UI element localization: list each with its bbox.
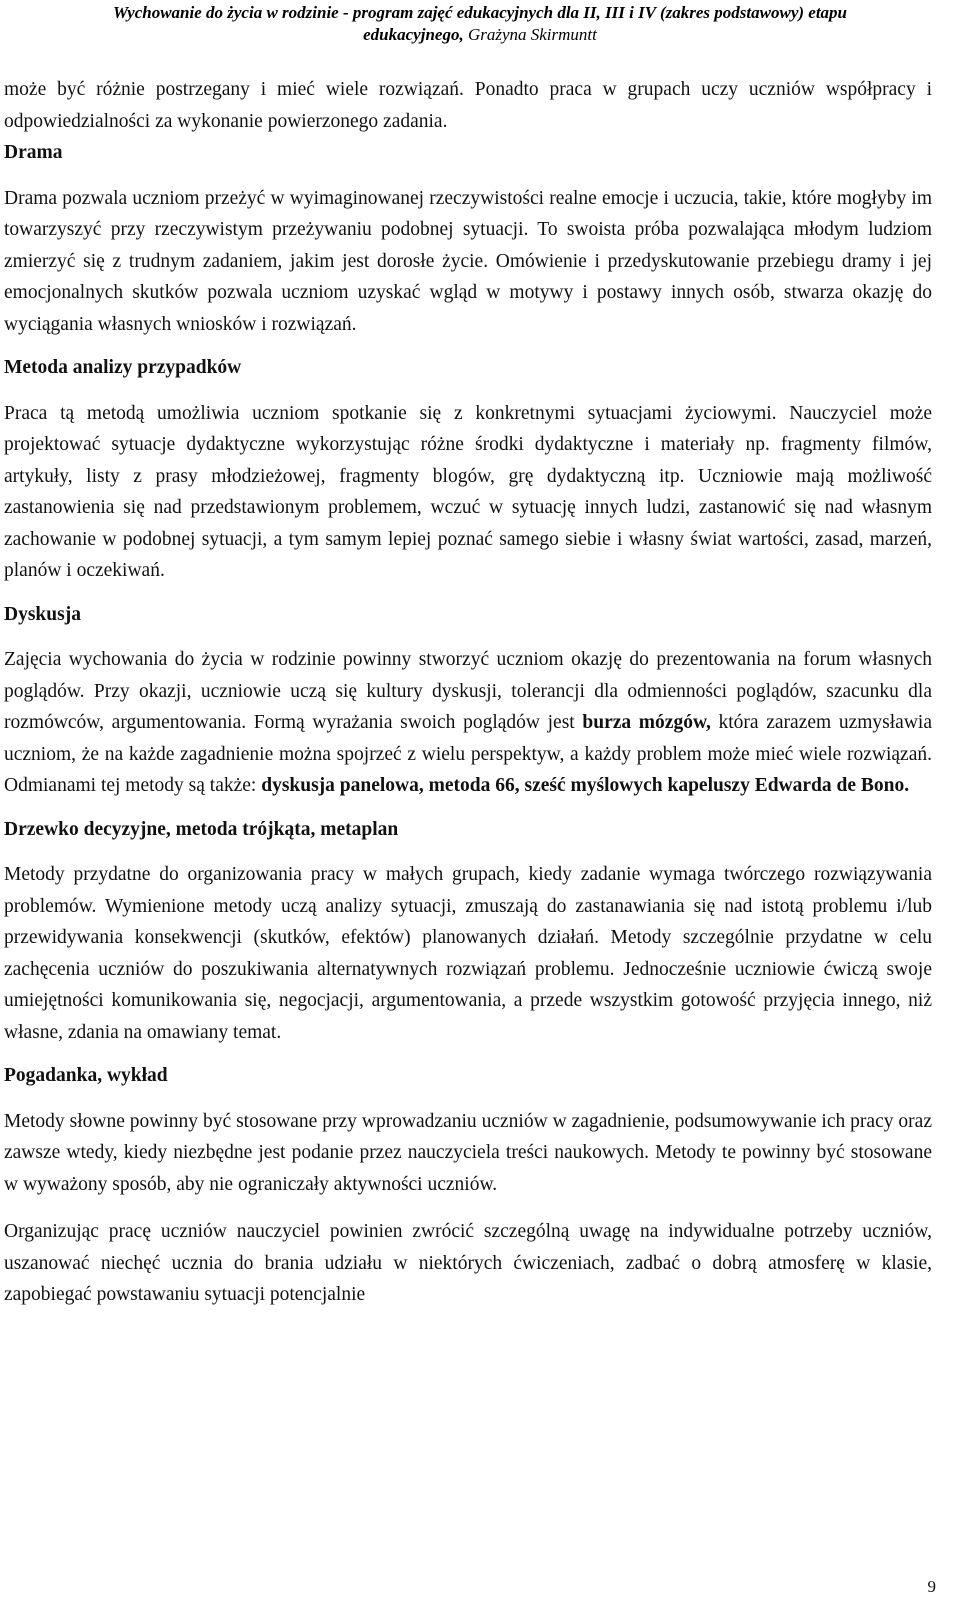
drama-heading: Drama: [4, 142, 63, 163]
header-title-line-2-start: edukacyjnego,: [363, 25, 468, 44]
decision-tree-heading: Drzewko decyzyjne, metoda trójkąta, metaplan: [4, 818, 399, 840]
header-title-line-1: Wychowanie do życia w rodzinie - program zajęć edukacyjnych dla II, III i IV (zakres podstawowy) etapu: [112, 3, 847, 22]
discussion-paragraph: [4, 644, 932, 802]
page-number: 9: [927, 1577, 936, 1596]
intro-paragraph: może być różnie postrzegany i mieć wiele rozwiązań. Ponadto praca w grupach uczy uczniów współpracy i odpowiedzialności za wykonanie powierzonego zadania.: [4, 79, 932, 132]
discussion-heading: Dyskusja: [4, 603, 81, 625]
discussion-text-2: która zarazem uzmysławia uczniom, że na każde zagadnienie można spojrzeć z wielu perspektyw, a każdy problem może mieć wiele rozwiązań. Odmianami tej metody są także:: [4, 712, 932, 796]
drama-paragraph: Drama pozwala uczniom przeżyć w wyimaginowanej rzeczywistości realne emocje i uczucia, takie, które mogłyby im towarzyszyć przy rzeczywistym przeżywaniu podobnej sytuacji. To swoista próba pozwalająca młodym ludziom zmierzyć się z trudnym zadaniem, jakim jest dorosłe życie. Omówienie i przedyskutowanie przebiegu dramy i jej emocjonalnych skutków pozwala uczniom uzyskać wgląd w motywy i postawy innych osób, stwarza okazję do wyciągania własnych wniosków i rozwiązań.: [4, 187, 932, 335]
talk-lecture-paragraph: Metody słowne powinny być stosowane przy wprowadzaniu uczniów w zagadnienie, podsumowywanie ich pracy oraz zawsze wtedy, kiedy niezbędne jest podanie przez nauczyciela treści naukowych. Metody te powinny być stosowane w wyważony sposób, aby nie ograniczały aktywności uczniów.: [4, 1110, 932, 1195]
case-analysis-heading: Metoda analizy przypadków: [4, 357, 242, 378]
talk-lecture-heading: Pogadanka, wykład: [4, 1065, 168, 1086]
document-body: [4, 74, 932, 1311]
header-author: Grażyna Skirmuntt: [467, 25, 597, 44]
decision-tree-paragraph: Metody przydatne do organizowania pracy w małych grupach, kiedy zadanie wymaga twórczego rozwiązywania problemów. Wymienione metody uczą analizy sytuacji, zmuszają do zastanawiania się nad istotą problemu i/lub przewidywania konsekwencji (skutków, efektów) planowanych działań. Metody szczególnie przydatne w celu zachęcenia uczniów do poszukiwania alternatywnych rozwiązań problemu. Jednocześnie uczniowie ćwiczą swoje umiejętności komunikowania się, negocjacji, argumentowania, a przede wszystkim gotowość przyjęcia innego, niż własne, zdania na omawiany temat.: [4, 864, 932, 1043]
case-analysis-paragraph: Praca tą metodą umożliwia uczniom spotkanie się z konkretnymi sytuacjami życiowymi. Nauczyciel może projektować sytuacje dydaktyczne wykorzystując różne środki dydaktyczne i materiały np. fragmenty filmów, artykuły, listy z prasy młodzieżowej, fragmenty blogów, grę dydaktyczną itp. Uczniowie mają możliwość zastanowienia się nad przedstawionym problemem, wczuć w sytuację innych ludzi, zastanowić się nad własnym zachowanie w podobnej sytuacji, a tym samym lepiej poznać samego siebie i własny świat wartości, zasad, marzeń, planów i oczekiwań.: [4, 402, 932, 581]
closing-paragraph: Organizując pracę uczniów nauczyciel powinien zwrócić szczególną uwagę na indywidualne potrzeby uczniów, uszanować niechęć ucznia do brania udziału w niektórych ćwiczeniach, zadbać o dobrą atmosferę w klasie, zapobiegać powstawaniu sytuacji potencjalnie: [4, 1221, 932, 1305]
discussion-text-1: Zajęcia wychowania do życia w rodzinie powinny stworzyć uczniom okazję do prezentowania na forum własnych poglądów. Przy okazji, uczniowie uczą się kultury dyskusji, tolerancji dla odmienności poglądów, szacunku dla rozmówców, argumentowania. Formą wyrażania swoich poglądów jest: [4, 649, 932, 733]
page-header: [0, 2, 960, 46]
discussion-bold-2: dyskusja panelowa, metoda 66, sześć myślowych kapeluszy Edwarda de Bono.: [261, 775, 910, 796]
header-title-line-2: [0, 24, 960, 46]
discussion-bold-1: burza mózgów,: [582, 712, 711, 733]
